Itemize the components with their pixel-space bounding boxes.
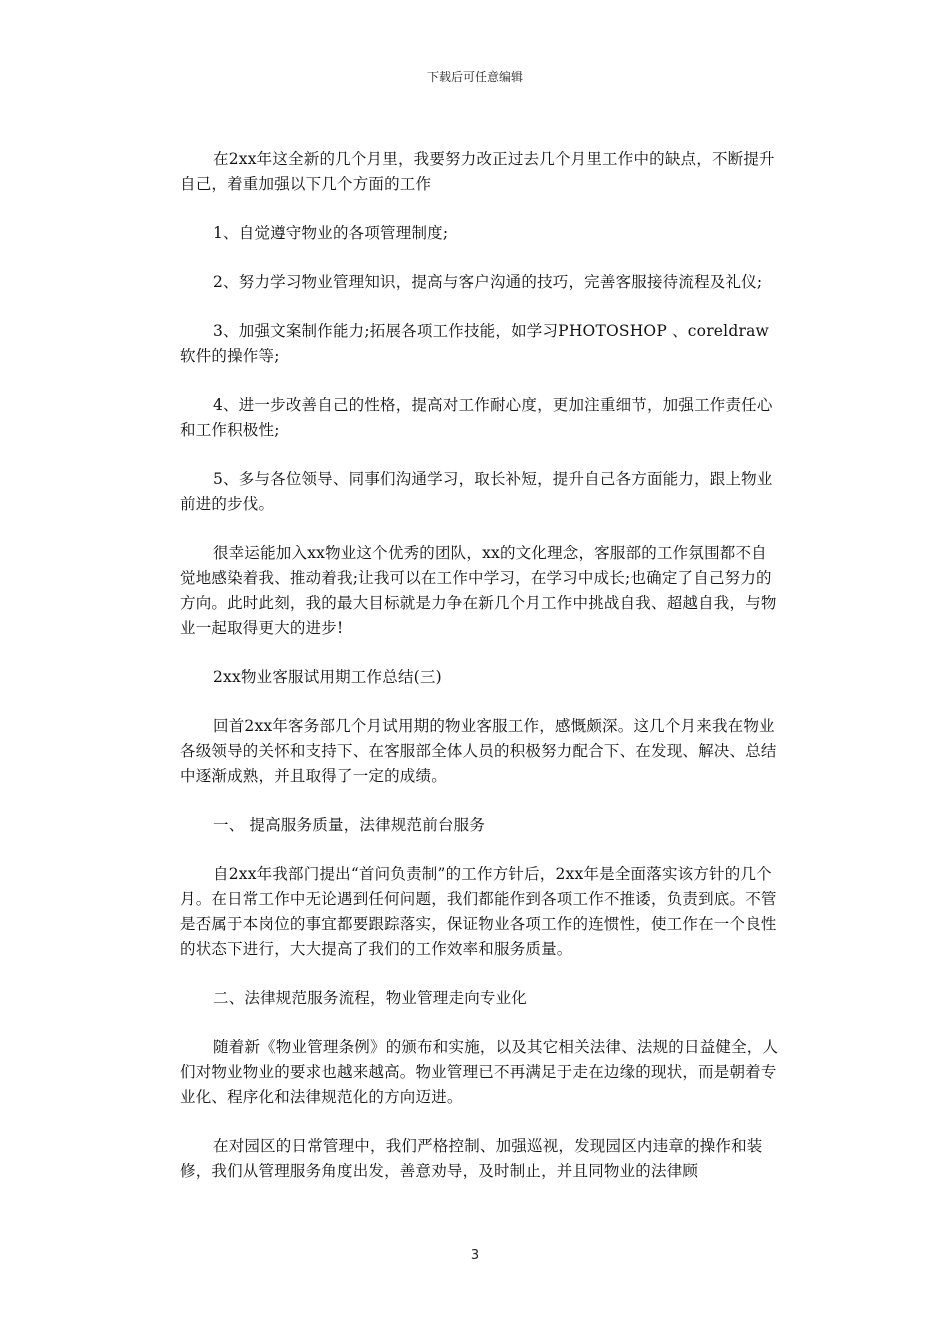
paragraph-review: 回首2xx年客务部几个月试用期的物业客服工作，感慨颇深。这几个月来我在物业各级领导的关怀和支持下、在客服部全体人员的积极努力配合下、在发现、解决、总结中逐渐成熟，并且取得了一定的成绩。	[180, 717, 777, 785]
list-item-1: 1、自觉遵守物业的各项管理制度;	[213, 224, 449, 242]
section-title: 2xx物业客服试用期工作总结(三)	[213, 668, 442, 686]
paragraph-daily-management: 在对园区的日常管理中，我们严格控制、加强巡视，发现园区内违章的操作和装修，我们从管理服务角度出发，善意劝导，及时制止，并且同物业的法律顾	[180, 1137, 763, 1180]
page-header: 下载后可任意编辑	[426, 70, 523, 84]
paragraph-conclusion: 很幸运能加入xx物业这个优秀的团队，xx的文化理念，客服部的工作氛围都不自觉地感染着我、推动着我;让我可以在工作中学习，在学习中成长;也确定了自己努力的方向。此时此刻，我的最大目标就是力争在新几个月工作中挑战自我、超越自我，与物业一起取得更大的进步!	[180, 544, 777, 637]
heading-one: 一、 提高服务质量，法律规范前台服务	[213, 816, 486, 834]
list-item-5: 5、多与各位领导、同事们沟通学习，取长补短，提升自己各方面能力，跟上物业前进的步伐。	[180, 470, 773, 513]
list-item-2: 2、努力学习物业管理知识，提高与客户沟通的技巧，完善客服接待流程及礼仪;	[213, 273, 763, 291]
list-item-4: 4、进一步改善自己的性格，提高对工作耐心度，更加注重细节，加强工作责任心和工作积极性;	[180, 396, 773, 439]
document-body	[180, 147, 780, 1208]
paragraph-intro: 在2xx年这全新的几个月里，我要努力改正过去几个月里工作中的缺点，不断提升自己，着重加强以下几个方面的工作	[180, 150, 775, 193]
heading-two: 二、法律规范服务流程，物业管理走向专业化	[213, 989, 528, 1007]
list-item-3: 3、加强文案制作能力;拓展各项工作技能，如学习PHOTOSHOP 、coreldraw软件的操作等;	[180, 322, 769, 365]
paragraph-regulations: 随着新《物业管理条例》的颁布和实施，以及其它相关法律、法规的日益健全，人们对物业物业的要求也越来越高。物业管理已不再满足于走在边缘的现状，而是朝着专业化、程序化和法律规范化的方向迈进。	[180, 1038, 779, 1106]
paragraph-first-responsibility: 自2xx年我部门提出“首问负责制”的工作方针后，2xx年是全面落实该方针的几个月。在日常工作中无论遇到任何问题，我们都能作到各项工作不推诿，负责到底。不管是否属于本岗位的事宜都要跟踪落实，保证物业各项工作的连惯性，使工作在一个良性的状态下进行，大大提高了我们的工作效率和服务质量。	[180, 865, 777, 958]
page-number: 3	[470, 1248, 480, 1263]
